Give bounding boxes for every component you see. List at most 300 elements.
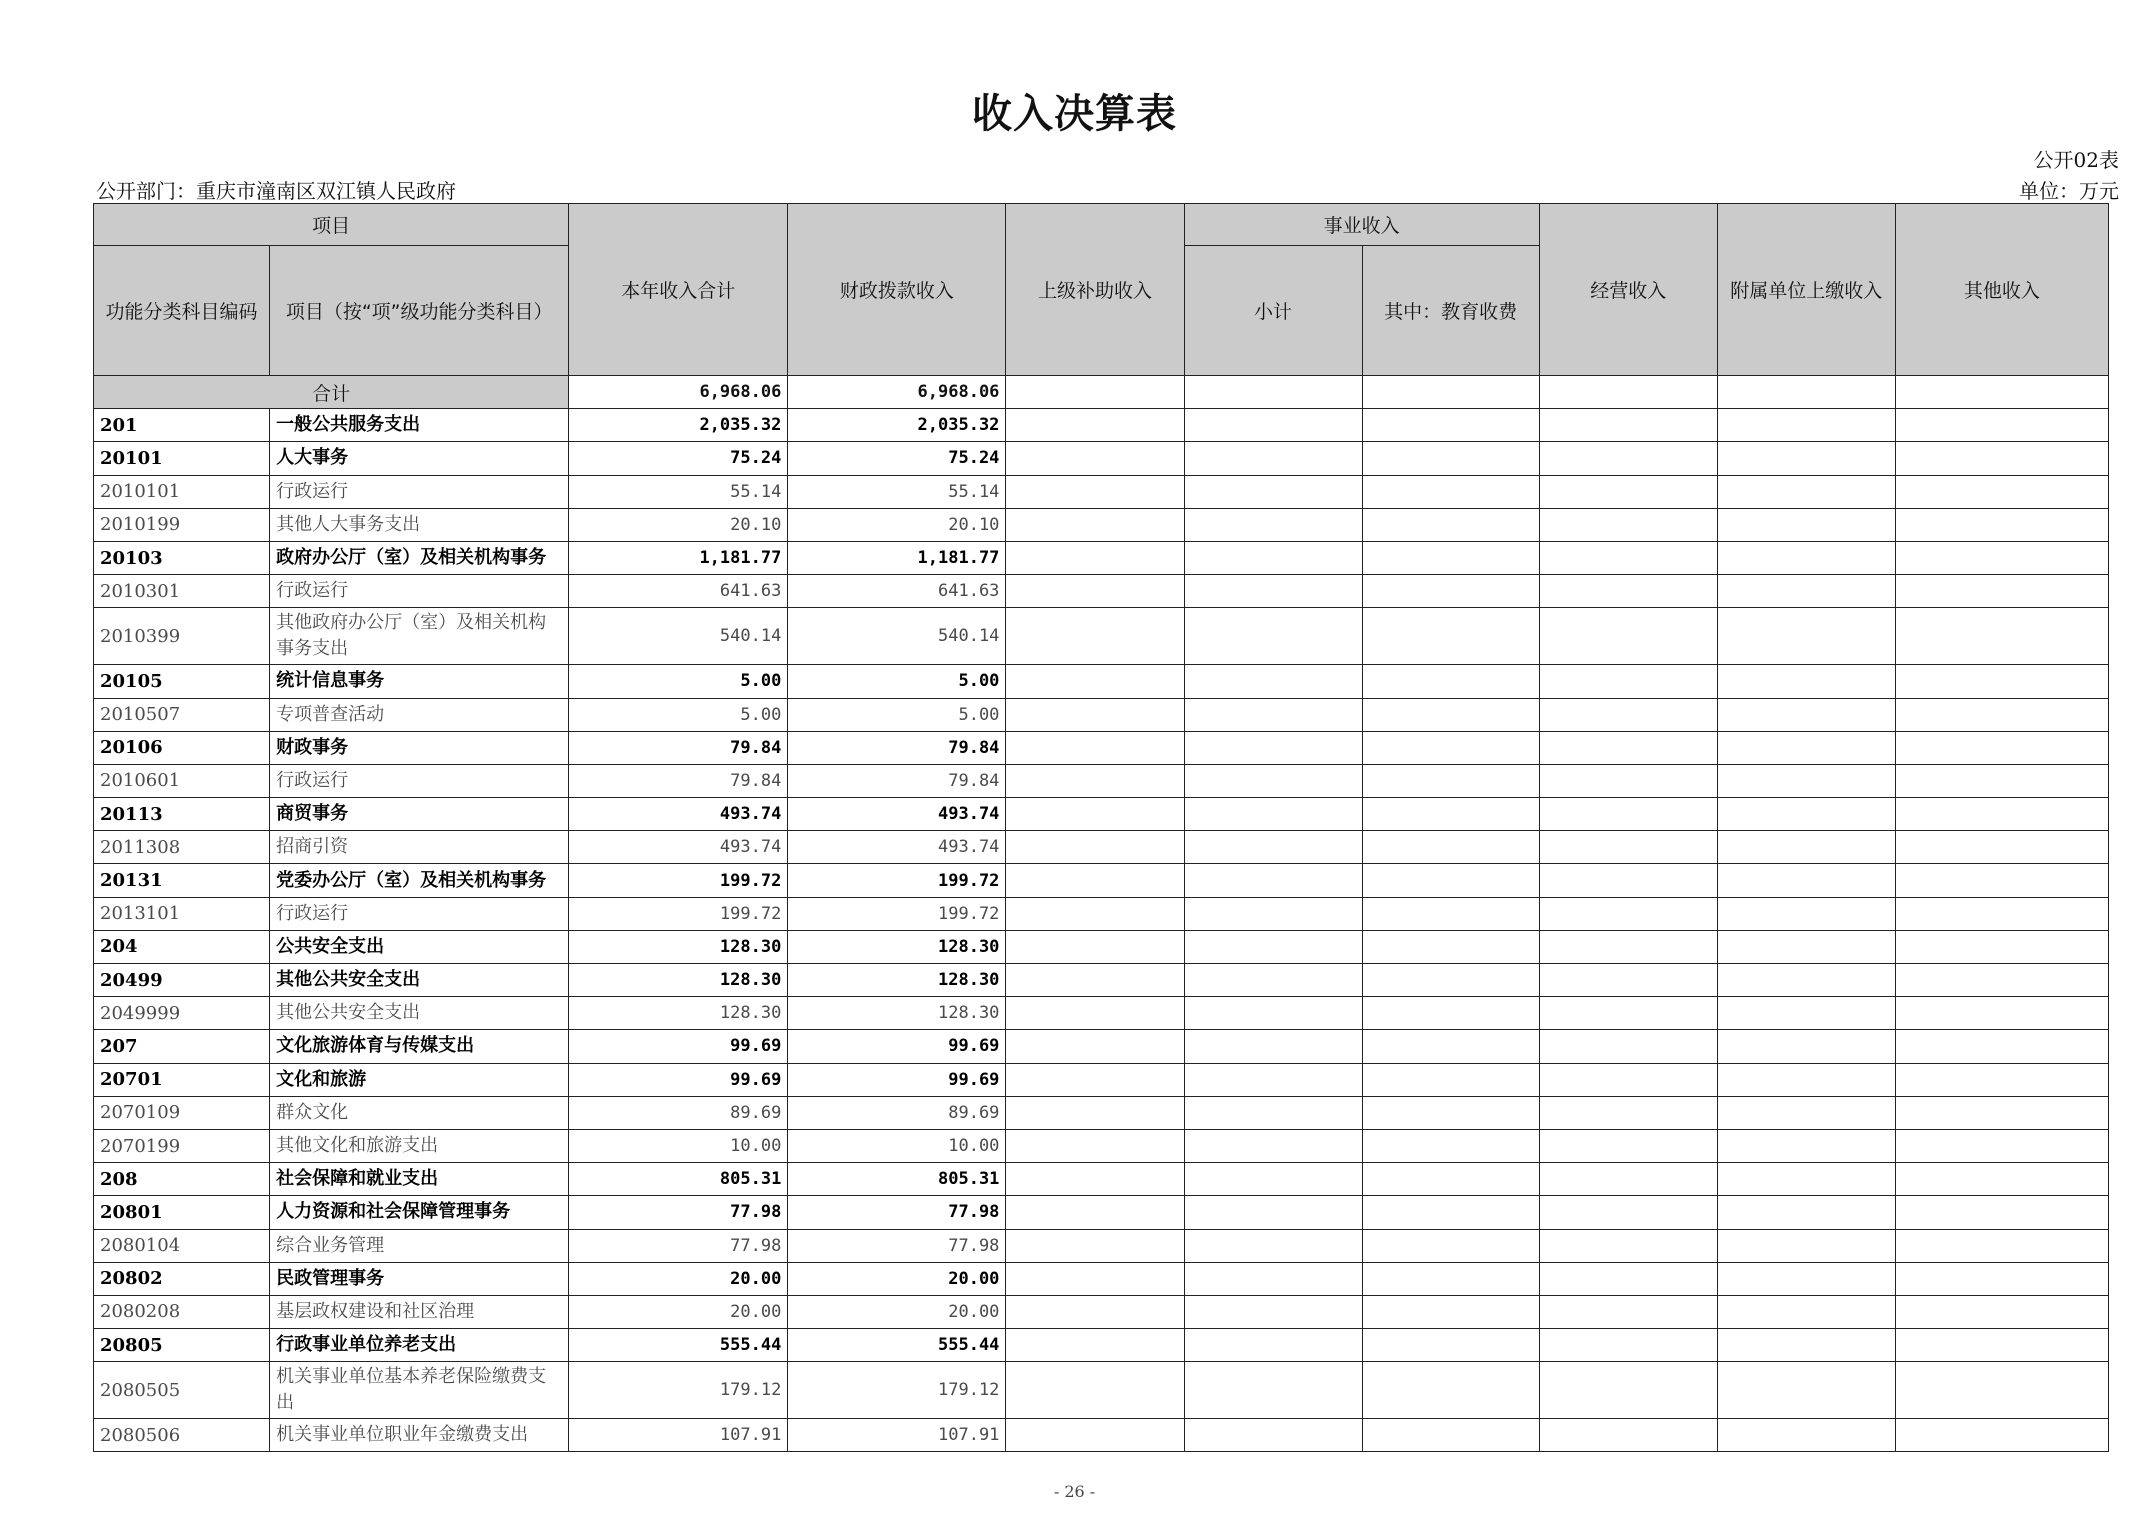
empty-cell: [1539, 897, 1717, 930]
empty-cell: [1539, 698, 1717, 731]
empty-cell: [1539, 1329, 1717, 1362]
empty-cell: [1184, 1030, 1362, 1063]
name-cell: 人力资源和社会保障管理事务: [270, 1196, 569, 1229]
fiscal-income-cell: 493.74: [788, 798, 1006, 831]
empty-cell: [1006, 897, 1184, 930]
fiscal-income-cell: 99.69: [788, 1030, 1006, 1063]
code-cell: 207: [94, 1030, 270, 1063]
income-total-cell: 20.00: [569, 1295, 788, 1328]
empty-cell: [1717, 1196, 1895, 1229]
name-cell: 机关事业单位职业年金缴费支出: [270, 1419, 569, 1452]
empty-cell: [1362, 1362, 1539, 1419]
income-total-cell: 20.10: [569, 508, 788, 541]
empty-cell: [1362, 475, 1539, 508]
table-row: [94, 831, 2109, 864]
fiscal-income-cell: 20.00: [788, 1262, 1006, 1295]
empty-cell: [1895, 1030, 2108, 1063]
code-cell: 2010601: [94, 764, 270, 797]
code-cell: 204: [94, 930, 270, 963]
empty-cell: [1895, 1229, 2108, 1262]
code-cell: 2080505: [94, 1362, 270, 1419]
empty-cell: [1184, 764, 1362, 797]
code-cell: 2070199: [94, 1129, 270, 1162]
empty-cell: [1362, 575, 1539, 608]
empty-cell: [1006, 1419, 1184, 1452]
empty-cell: [1362, 1295, 1539, 1328]
fiscal-income-cell: 179.12: [788, 1362, 1006, 1419]
empty-cell: [1184, 1163, 1362, 1196]
income-total-cell: 75.24: [569, 442, 788, 475]
empty-cell: [1895, 665, 2108, 698]
empty-cell: [1006, 1096, 1184, 1129]
fiscal-income-cell: 5.00: [788, 698, 1006, 731]
table-row: [94, 930, 2109, 963]
fiscal-income-cell: 128.30: [788, 930, 1006, 963]
empty-cell: [1539, 864, 1717, 897]
income-total-cell: 493.74: [569, 831, 788, 864]
empty-cell: [1539, 964, 1717, 997]
header-affiliated: 附属单位上缴收入: [1717, 204, 1895, 376]
empty-cell: [1539, 731, 1717, 764]
empty-cell: [1895, 997, 2108, 1030]
empty-cell: [1184, 475, 1362, 508]
header-code: 功能分类科目编码: [94, 246, 270, 376]
empty-cell: [1539, 1295, 1717, 1328]
code-cell: 2080506: [94, 1419, 270, 1452]
empty-cell: [1717, 764, 1895, 797]
table-row: [94, 475, 2109, 508]
empty-cell: [1006, 698, 1184, 731]
empty-cell: [1895, 930, 2108, 963]
income-total-cell: 5.00: [569, 698, 788, 731]
table-row: [94, 897, 2109, 930]
income-total-cell: 2,035.32: [569, 409, 788, 442]
empty-cell: [1539, 541, 1717, 574]
empty-cell: [1717, 1262, 1895, 1295]
table-row: [94, 508, 2109, 541]
fiscal-income-cell: 75.24: [788, 442, 1006, 475]
income-total-cell: 199.72: [569, 897, 788, 930]
income-total-cell: 89.69: [569, 1096, 788, 1129]
empty-cell: [1717, 541, 1895, 574]
empty-cell: [1184, 997, 1362, 1030]
empty-cell: [1895, 442, 2108, 475]
empty-cell: [1539, 1419, 1717, 1452]
empty-cell: [1717, 897, 1895, 930]
name-cell: 民政管理事务: [270, 1262, 569, 1295]
empty-cell: [1717, 665, 1895, 698]
empty-cell: [1717, 1163, 1895, 1196]
table-row: [94, 1196, 2109, 1229]
department-label: 公开部门：重庆市潼南区双江镇人民政府: [96, 179, 456, 203]
empty-cell: [1539, 764, 1717, 797]
empty-cell: [1184, 897, 1362, 930]
empty-cell: [1717, 1030, 1895, 1063]
empty-cell: [1184, 864, 1362, 897]
table-row: [94, 1030, 2109, 1063]
name-cell: 政府办公厅（室）及相关机构事务: [270, 541, 569, 574]
empty-cell: [1717, 831, 1895, 864]
fiscal-income-cell: 2,035.32: [788, 409, 1006, 442]
header-business: 事业收入: [1184, 204, 1539, 246]
table-row: [94, 698, 2109, 731]
name-cell: 机关事业单位基本养老保险缴费支出: [270, 1362, 569, 1419]
header-total-income: 本年收入合计: [569, 204, 788, 376]
fiscal-income-cell: 128.30: [788, 964, 1006, 997]
empty-cell: [1362, 1063, 1539, 1096]
empty-cell: [1539, 1030, 1717, 1063]
code-cell: 20801: [94, 1196, 270, 1229]
income-total-cell: 805.31: [569, 1163, 788, 1196]
empty-cell: [1184, 1096, 1362, 1129]
empty-cell: [1184, 930, 1362, 963]
empty-cell: [1895, 897, 2108, 930]
empty-cell: [1539, 475, 1717, 508]
empty-cell: [1895, 1329, 2108, 1362]
code-cell: 20499: [94, 964, 270, 997]
table-row: [94, 541, 2109, 574]
empty-cell: [1895, 1163, 2108, 1196]
name-cell: 社会保障和就业支出: [270, 1163, 569, 1196]
table-row: [94, 1419, 2109, 1452]
empty-cell: [1362, 1419, 1539, 1452]
empty-cell: [1362, 1196, 1539, 1229]
empty-cell: [1184, 1196, 1362, 1229]
empty-cell: [1006, 1129, 1184, 1162]
empty-cell: [1006, 798, 1184, 831]
page-title: 收入决算表: [972, 91, 1177, 137]
empty-cell: [1362, 897, 1539, 930]
empty-cell: [1717, 1229, 1895, 1262]
name-cell: 行政运行: [270, 475, 569, 508]
empty-cell: [1184, 1129, 1362, 1162]
name-cell: 其他人大事务支出: [270, 508, 569, 541]
empty-cell: [1184, 409, 1362, 442]
empty-cell: [1362, 1229, 1539, 1262]
empty-cell: [1895, 1096, 2108, 1129]
empty-cell: [1362, 665, 1539, 698]
empty-cell: [1006, 608, 1184, 665]
empty-cell: [1539, 1362, 1717, 1419]
empty-cell: [1717, 409, 1895, 442]
empty-cell: [1539, 409, 1717, 442]
code-cell: 2013101: [94, 897, 270, 930]
empty-cell: [1362, 864, 1539, 897]
empty-cell: [1362, 831, 1539, 864]
empty-cell: [1717, 798, 1895, 831]
empty-cell: [1362, 1329, 1539, 1362]
empty-cell: [1717, 1419, 1895, 1452]
empty-cell: [1006, 541, 1184, 574]
empty-cell: [1006, 1063, 1184, 1096]
empty-cell: [1362, 1163, 1539, 1196]
empty-cell: [1362, 798, 1539, 831]
fiscal-income-cell: 199.72: [788, 897, 1006, 930]
name-cell: 综合业务管理: [270, 1229, 569, 1262]
empty-cell: [1895, 376, 2108, 409]
table-row: [94, 1096, 2109, 1129]
empty-cell: [1717, 608, 1895, 665]
empty-cell: [1895, 864, 2108, 897]
name-cell: 文化和旅游: [270, 1063, 569, 1096]
empty-cell: [1717, 1362, 1895, 1419]
empty-cell: [1895, 698, 2108, 731]
empty-cell: [1895, 764, 2108, 797]
income-total-cell: 79.84: [569, 764, 788, 797]
income-total-cell: 79.84: [569, 731, 788, 764]
empty-cell: [1539, 831, 1717, 864]
fiscal-income-cell: 20.10: [788, 508, 1006, 541]
name-cell: 行政运行: [270, 897, 569, 930]
empty-cell: [1362, 764, 1539, 797]
code-cell: 2010301: [94, 575, 270, 608]
empty-cell: [1184, 964, 1362, 997]
name-cell: 其他政府办公厅（室）及相关机构事务支出: [270, 608, 569, 665]
empty-cell: [1184, 1419, 1362, 1452]
empty-cell: [1006, 508, 1184, 541]
empty-cell: [1717, 1129, 1895, 1162]
empty-cell: [1362, 1096, 1539, 1129]
fiscal-income-cell: 79.84: [788, 764, 1006, 797]
table-row: [94, 964, 2109, 997]
code-cell: 2010399: [94, 608, 270, 665]
table-row: [94, 731, 2109, 764]
empty-cell: [1362, 964, 1539, 997]
empty-cell: [1895, 409, 2108, 442]
income-total-cell: 1,181.77: [569, 541, 788, 574]
table-row: [94, 798, 2109, 831]
empty-cell: [1006, 1362, 1184, 1419]
empty-cell: [1539, 1229, 1717, 1262]
empty-cell: [1006, 376, 1184, 409]
empty-cell: [1539, 575, 1717, 608]
fiscal-income-cell: 493.74: [788, 831, 1006, 864]
code-cell: 2080104: [94, 1229, 270, 1262]
empty-cell: [1895, 831, 2108, 864]
name-cell: 群众文化: [270, 1096, 569, 1129]
code-cell: 20701: [94, 1063, 270, 1096]
name-cell: 一般公共服务支出: [270, 409, 569, 442]
fiscal-income-cell: 89.69: [788, 1096, 1006, 1129]
empty-cell: [1006, 1262, 1184, 1295]
empty-cell: [1539, 442, 1717, 475]
empty-cell: [1362, 1129, 1539, 1162]
empty-cell: [1895, 475, 2108, 508]
table-row: [94, 608, 2109, 665]
empty-cell: [1006, 831, 1184, 864]
empty-cell: [1895, 798, 2108, 831]
table-row: [94, 1295, 2109, 1328]
empty-cell: [1539, 1163, 1717, 1196]
income-total-cell: 20.00: [569, 1262, 788, 1295]
empty-cell: [1717, 475, 1895, 508]
fiscal-income-cell: 99.69: [788, 1063, 1006, 1096]
empty-cell: [1362, 508, 1539, 541]
name-cell: 基层政权建设和社区治理: [270, 1295, 569, 1328]
empty-cell: [1539, 665, 1717, 698]
total-label: 合计: [94, 376, 569, 409]
empty-cell: [1184, 541, 1362, 574]
header-operating: 经营收入: [1539, 204, 1717, 376]
table-row: [94, 1229, 2109, 1262]
empty-cell: [1717, 575, 1895, 608]
fiscal-income-cell: 107.91: [788, 1419, 1006, 1452]
empty-cell: [1184, 1329, 1362, 1362]
empty-cell: [1362, 541, 1539, 574]
header-subtotal: 小计: [1184, 246, 1362, 376]
code-cell: 20103: [94, 541, 270, 574]
fiscal-income-cell: 641.63: [788, 575, 1006, 608]
empty-cell: [1006, 1030, 1184, 1063]
empty-cell: [1717, 1295, 1895, 1328]
empty-cell: [1006, 1295, 1184, 1328]
empty-cell: [1362, 376, 1539, 409]
empty-cell: [1717, 1329, 1895, 1362]
empty-cell: [1006, 665, 1184, 698]
code-cell: 20805: [94, 1329, 270, 1362]
fiscal-income-cell: 20.00: [788, 1295, 1006, 1328]
header-name: 项目（按“项”级功能分类科目）: [270, 246, 569, 376]
empty-cell: [1717, 1096, 1895, 1129]
empty-cell: [1006, 409, 1184, 442]
empty-cell: [1895, 1196, 2108, 1229]
name-cell: 其他公共安全支出: [270, 997, 569, 1030]
table-row: [94, 575, 2109, 608]
total-income-cell: 6,968.06: [569, 376, 788, 409]
empty-cell: [1539, 1262, 1717, 1295]
income-table: [93, 203, 2109, 1452]
empty-cell: [1717, 698, 1895, 731]
empty-cell: [1184, 442, 1362, 475]
empty-cell: [1184, 1229, 1362, 1262]
empty-cell: [1362, 930, 1539, 963]
empty-cell: [1006, 864, 1184, 897]
fiscal-income-cell: 1,181.77: [788, 541, 1006, 574]
income-total-cell: 77.98: [569, 1229, 788, 1262]
empty-cell: [1895, 608, 2108, 665]
header-superior: 上级补助收入: [1006, 204, 1184, 376]
empty-cell: [1717, 997, 1895, 1030]
table-row: [94, 764, 2109, 797]
fiscal-income-cell: 79.84: [788, 731, 1006, 764]
table-row: [94, 1362, 2109, 1419]
income-total-cell: 493.74: [569, 798, 788, 831]
name-cell: 其他文化和旅游支出: [270, 1129, 569, 1162]
code-cell: 2080208: [94, 1295, 270, 1328]
income-total-cell: 10.00: [569, 1129, 788, 1162]
fiscal-income-cell: 199.72: [788, 864, 1006, 897]
empty-cell: [1362, 409, 1539, 442]
code-cell: 2010507: [94, 698, 270, 731]
income-total-cell: 555.44: [569, 1329, 788, 1362]
empty-cell: [1362, 608, 1539, 665]
table-row: [94, 1129, 2109, 1162]
income-total-cell: 99.69: [569, 1030, 788, 1063]
table-row: [94, 1063, 2109, 1096]
empty-cell: [1184, 508, 1362, 541]
empty-cell: [1006, 964, 1184, 997]
empty-cell: [1895, 731, 2108, 764]
empty-cell: [1184, 608, 1362, 665]
code-cell: 201: [94, 409, 270, 442]
empty-cell: [1362, 442, 1539, 475]
empty-cell: [1539, 1196, 1717, 1229]
empty-cell: [1006, 764, 1184, 797]
income-total-cell: 99.69: [569, 1063, 788, 1096]
income-total-cell: 107.91: [569, 1419, 788, 1452]
empty-cell: [1539, 798, 1717, 831]
header-fiscal: 财政拨款收入: [788, 204, 1006, 376]
empty-cell: [1717, 731, 1895, 764]
name-cell: 招商引资: [270, 831, 569, 864]
code-cell: 2070109: [94, 1096, 270, 1129]
empty-cell: [1539, 376, 1717, 409]
empty-cell: [1717, 508, 1895, 541]
code-cell: 2010199: [94, 508, 270, 541]
empty-cell: [1895, 575, 2108, 608]
table-row: [94, 1163, 2109, 1196]
empty-cell: [1184, 376, 1362, 409]
empty-cell: [1006, 1229, 1184, 1262]
empty-cell: [1895, 1362, 2108, 1419]
code-cell: 20113: [94, 798, 270, 831]
table-row: [94, 997, 2109, 1030]
fiscal-income-cell: 77.98: [788, 1196, 1006, 1229]
table-row: [94, 409, 2109, 442]
table-row: [94, 665, 2109, 698]
income-total-cell: 77.98: [569, 1196, 788, 1229]
code-cell: 2010101: [94, 475, 270, 508]
fiscal-income-cell: 555.44: [788, 1329, 1006, 1362]
empty-cell: [1895, 1295, 2108, 1328]
empty-cell: [1184, 798, 1362, 831]
income-total-cell: 128.30: [569, 997, 788, 1030]
income-total-cell: 55.14: [569, 475, 788, 508]
empty-cell: [1717, 864, 1895, 897]
empty-cell: [1895, 1129, 2108, 1162]
name-cell: 其他公共安全支出: [270, 964, 569, 997]
empty-cell: [1006, 442, 1184, 475]
total-row: [94, 376, 2109, 409]
fiscal-income-cell: 128.30: [788, 997, 1006, 1030]
income-total-cell: 641.63: [569, 575, 788, 608]
code-cell: 20802: [94, 1262, 270, 1295]
empty-cell: [1539, 997, 1717, 1030]
empty-cell: [1362, 731, 1539, 764]
empty-cell: [1362, 1262, 1539, 1295]
code-cell: 208: [94, 1163, 270, 1196]
empty-cell: [1539, 1096, 1717, 1129]
fiscal-income-cell: 5.00: [788, 665, 1006, 698]
income-total-cell: 128.30: [569, 964, 788, 997]
income-total-cell: 128.30: [569, 930, 788, 963]
empty-cell: [1184, 1063, 1362, 1096]
income-total-cell: 179.12: [569, 1362, 788, 1419]
empty-cell: [1717, 376, 1895, 409]
income-total-cell: 5.00: [569, 665, 788, 698]
empty-cell: [1184, 731, 1362, 764]
table-row: [94, 1329, 2109, 1362]
code-cell: 2011308: [94, 831, 270, 864]
name-cell: 行政事业单位养老支出: [270, 1329, 569, 1362]
income-total-cell: 199.72: [569, 864, 788, 897]
empty-cell: [1006, 1196, 1184, 1229]
name-cell: 行政运行: [270, 764, 569, 797]
empty-cell: [1362, 997, 1539, 1030]
empty-cell: [1006, 1163, 1184, 1196]
code-cell: 20106: [94, 731, 270, 764]
empty-cell: [1184, 1362, 1362, 1419]
